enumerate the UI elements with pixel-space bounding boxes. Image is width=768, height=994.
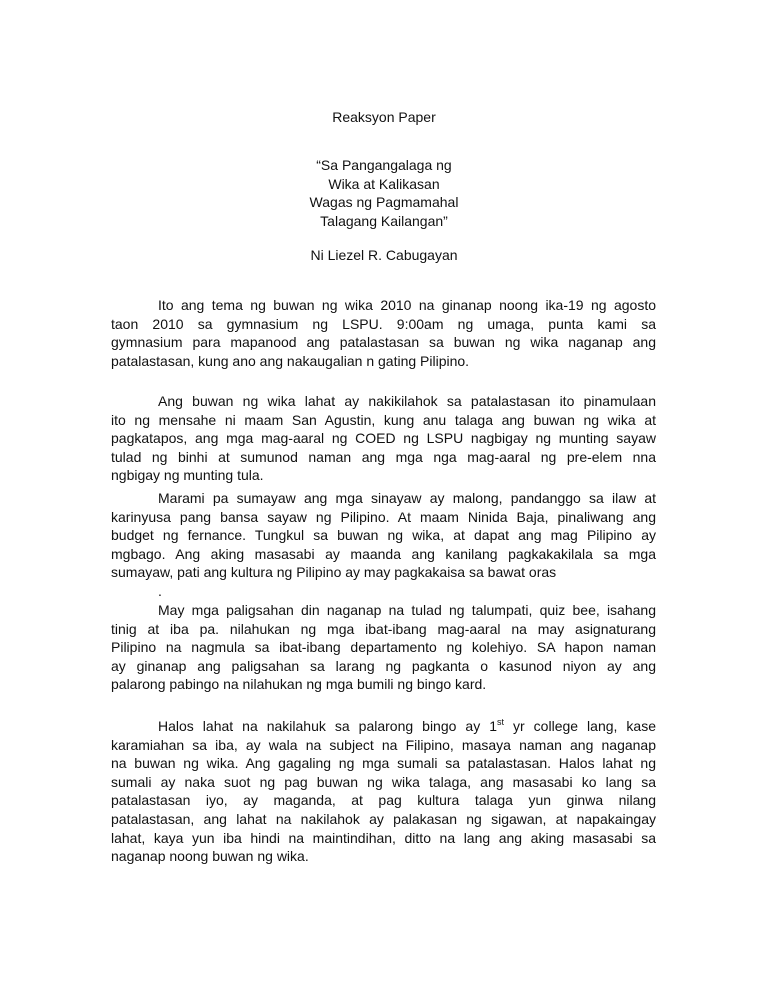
paragraph-1: [111, 296, 656, 370]
ordinal-suffix: st: [497, 717, 505, 727]
author-byline: Ni Liezel R. Cabugayan: [310, 247, 458, 263]
text-line: Ang buwan ng wika lahat ay nakikilahok sa patalastasan ito pinamulaan: [158, 393, 656, 409]
text-line: karamiahan sa iba, ay wala na subject na Filipino, masaya naman ang naganap: [111, 736, 656, 753]
title-line: Talagang Kailangan”: [320, 213, 448, 230]
text-line: sumali ay naka suot ng pag buwan ng wika talaga, ang masasabi ko lang sa: [111, 773, 656, 790]
paragraph-2: [111, 392, 656, 485]
text-line: palarong pabingo na nilahukan ng mga bumili ng bingo kard.: [111, 676, 487, 693]
text-line: taon 2010 sa gymnasium ng LSPU. 9:00am ng umaga, punta kami sa: [111, 315, 656, 332]
text-line: budget ng fernance. Tungkul sa buwan ng wika, at dapat ang mag Pilipino ay: [111, 527, 656, 544]
theme-title: [0, 156, 768, 231]
text-segment: yr college lang, kase: [504, 718, 656, 734]
text-line: na buwan ng wika. Ang gagaling ng mga sumali sa patalastasan. Halos lahat ng: [111, 755, 656, 772]
title-line: Wika at Kalikasan: [328, 175, 440, 192]
text-line: patalastasan, ang lahat na nakilahok ay palakasan ng sigawan, at napakaingay: [111, 810, 656, 827]
text-line: gymnasium para mapanood ang patalastasan sa buwan ng wika naganap ang: [111, 334, 656, 351]
text-line: tinig at iba pa. nilahukan ng mga ibat-ibang mag-aaral na may asignaturang: [111, 620, 656, 637]
text-line: patalastasan, kung ano ang nakaugalian n gating Pilipino.: [111, 352, 470, 369]
paragraph-3: [111, 489, 656, 601]
text-line: ay ginanap ang paligsahan sa larang ng pagkanta o kasunod niyon ay ang: [111, 657, 656, 674]
text-line: Ito ang tema ng buwan ng wika 2010 na ginanap noong ika-19 ng agosto: [158, 297, 656, 313]
text-line: ito ng mensahe ni maam San Agustin, kung anu talaga ang buwan ng wika at: [111, 411, 656, 428]
title-line: Wagas ng Pagmamahal: [309, 194, 459, 211]
text-line: patalastasan iyo, ay maganda, at pag kultura talaga yun ginwa nilang: [111, 792, 656, 809]
text-line: Pilipino na nagmula sa ibat-ibang departamento ng kolehiyo. SA hapon naman: [111, 639, 656, 656]
text-line: naganap noong buwan ng wika.: [111, 848, 309, 865]
document-type-heading: Reaksyon Paper: [332, 109, 436, 125]
text-segment: Halos lahat na nakilahuk sa palarong bingo ay 1: [158, 718, 497, 734]
paragraph-5: [111, 717, 656, 866]
text-line: pagkatapos, ang mga mag-aaral ng COED ng LSPU nagbigay ng munting sayaw: [111, 430, 656, 447]
text-line: Marami pa sumayaw ang mga sinayaw ay malong, pandanggo sa ilaw at: [158, 490, 656, 506]
text-line: tulad ng binhi at sumunod naman ang mga nga mag-aaral ng pre-elem nna: [111, 448, 656, 465]
text-line: May mga paligsahan din naganap na tulad ng talumpati, quiz bee, isahang: [158, 602, 656, 618]
text-line: karinyusa pang bansa sayaw ng Pilipino. At maam Ninida Baja, pinaliwang ang: [111, 508, 656, 525]
paragraph-4: [111, 601, 656, 694]
text-line: .: [158, 582, 162, 599]
text-line: lahat, kaya yun iba hindi na maintindihan, ditto na lang ang aking masasabi sa: [111, 829, 656, 846]
title-line: “Sa Pangangalaga ng: [316, 157, 452, 173]
text-line: mgbago. Ang aking masasabi ay maanda ang kanilang pagkakakilala sa mga: [111, 545, 656, 562]
text-line: sumayaw, pati ang kultura ng Pilipino ay may pagkakaisa sa bawat oras: [111, 564, 557, 581]
text-line: ngbigay ng munting tula.: [111, 467, 264, 484]
text-line: [111, 717, 656, 736]
